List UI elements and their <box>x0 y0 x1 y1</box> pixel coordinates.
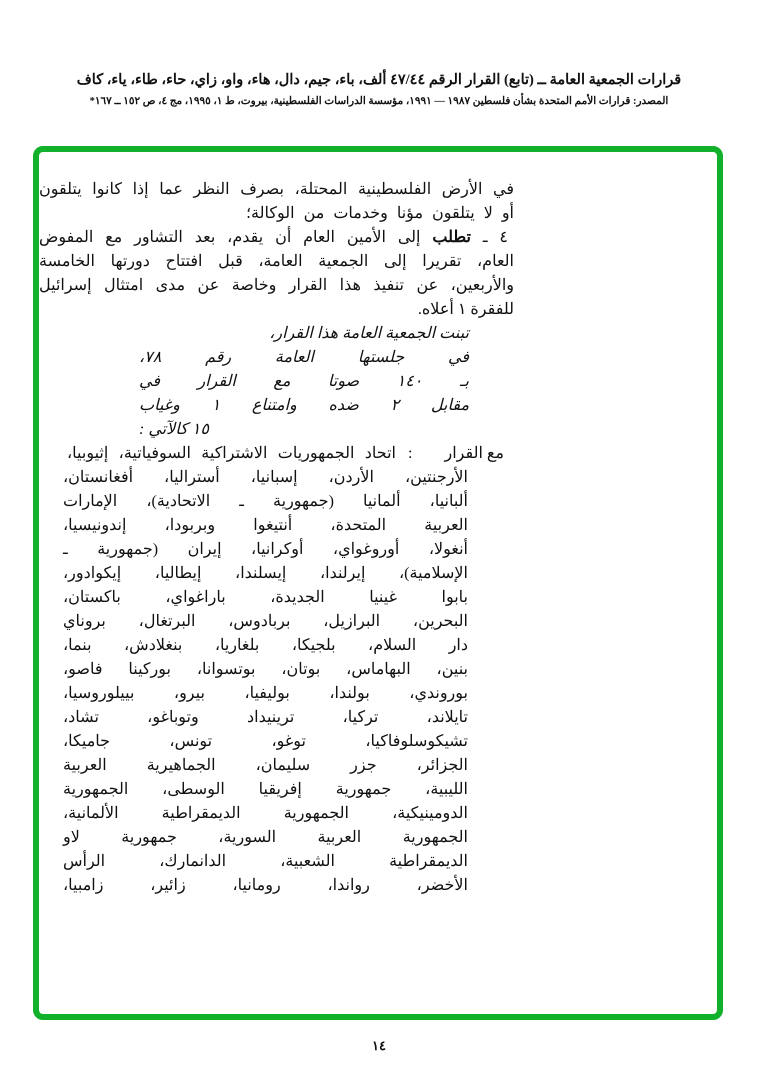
country-list-line: أنغولا، أوروغواي، أوكرانيا، إيران (جمهورية ـ <box>63 541 468 558</box>
country-list-line: العربية المتحدة، أنتيغوا وبربودا، إندونيسيا، <box>63 517 468 534</box>
document-source: المصدر: قرارات الأمم المتحدة بشأن فلسطين ١٩٨٧ — ١٩٩١، مؤسسة الدراسات الفلسطينية، بيروت، ط ١، ١٩٩٥، مج ٤، ص ١٥٢ ــ ١٦٧* <box>89 96 669 107</box>
vote-line: مقابل ٢ ضده وامتناع ١ وغياب <box>139 397 470 414</box>
country-list-line: الليبية، جمهورية إفريقيا الوسطى، الجمهورية <box>63 781 468 798</box>
vote-line: تبنت الجمعية العامة هذا القرار، <box>269 325 469 342</box>
page-header <box>20 72 738 107</box>
country-list-line: تشيكوسلوفاكيا، توغو، تونس، جاميكا، <box>63 733 468 750</box>
vote-with-label <box>408 442 504 466</box>
paragraph-line: للفقرة ١ أعلاه. <box>417 301 514 318</box>
country-list-line: الأرجنتين، الأردن، إسبانيا، أستراليا، أفغانستان، <box>63 469 468 486</box>
country-list-line: الجمهورية العربية السورية، جمهورية لاو <box>63 829 468 846</box>
clause-text: إلى الأمين العام أن يقدم، بعد التشاور مع المفوض <box>39 229 433 246</box>
vote-line: في جلستها العامة رقم ٧٨، <box>139 349 469 366</box>
vote-with-label-text: مع القرار <box>444 445 504 462</box>
clause-keyword: تطلب <box>432 229 471 246</box>
paragraph-line: العام، تقريرا إلى الجمعية العامة، قبل افتتاح دورتها الخامسة <box>39 253 514 270</box>
paragraph-line: أو لا يتلقون مؤنا وخدمات من الوكالة؛ <box>245 205 514 222</box>
country-list-line: دار السلام، بلجيكا، بلغاريا، بنغلادش، بنما، <box>63 637 468 654</box>
vote-line: ١٥ كالآتي : <box>139 421 209 438</box>
vote-record-block <box>139 322 469 442</box>
paragraph-line: في الأرض الفلسطينية المحتلة، بصرف النظر عما إذا كانوا يتلقون <box>39 181 514 198</box>
vote-line: بـ ١٤٠ صوتا مع القرار في <box>139 373 469 390</box>
country-list-line: بوروندي، بولندا، بوليفيا، بيرو، بييلوروسيا، <box>63 685 468 702</box>
country-list-line: بابوا غينيا الجديدة، باراغواي، باكستان، <box>63 589 468 606</box>
country-list-line: الدومينيكية، الجمهورية الديمقراطية الألمانية، <box>63 805 468 822</box>
page-number: ١٤ <box>372 1038 386 1053</box>
paragraph-line <box>39 226 514 250</box>
country-list-line: الجزائر، جزر سليمان، الجماهيرية العربية <box>63 757 468 774</box>
country-list-line: ألبانيا، ألمانيا (جمهورية ـ الاتحادية)، الإمارات <box>63 493 468 510</box>
paragraph-line: والأربعين، عن تنفيذ هذا القرار وخاصة عن مدى امتثال إسرائيل <box>39 277 514 294</box>
resolution-text-block <box>39 178 514 898</box>
country-list <box>63 466 468 898</box>
green-border-frame <box>33 146 723 1020</box>
vote-with-row <box>39 442 504 466</box>
clause-number: ٤ ـ <box>470 229 509 246</box>
country-list-line: اتحاد الجمهوريات الاشتراكية السوفياتية، إثيوبيا، <box>67 445 396 462</box>
document-title: قرارات الجمعية العامة ــ (تابع) القرار الرقم ٤٧/٤٤ ألف، باء، جيم، دال، هاء، واو، زاي، حاء، طاء، ياء، كاف <box>76 72 682 88</box>
country-list-line: الإسلامية)، إيرلندا، إيسلندا، إيطاليا، إيكوادور، <box>63 565 468 582</box>
country-list-line: الأخضر، رواندا، رومانيا، زائير، زامبيا، <box>63 877 468 894</box>
country-list-line: الديمقراطية الشعبية، الدانمارك، الرأس <box>63 853 468 870</box>
country-list-line: بنين، البهاماس، بوتان، بوتسوانا، بوركينا فاصو، <box>63 661 468 678</box>
country-list-line: البحرين، البرازيل، بربادوس، البرتغال، بروناي <box>63 613 468 630</box>
vote-with-label-colon: : <box>408 445 413 462</box>
country-list-line: تايلاند، تركيا، ترينيداد وتوباغو، تشاد، <box>63 709 468 726</box>
